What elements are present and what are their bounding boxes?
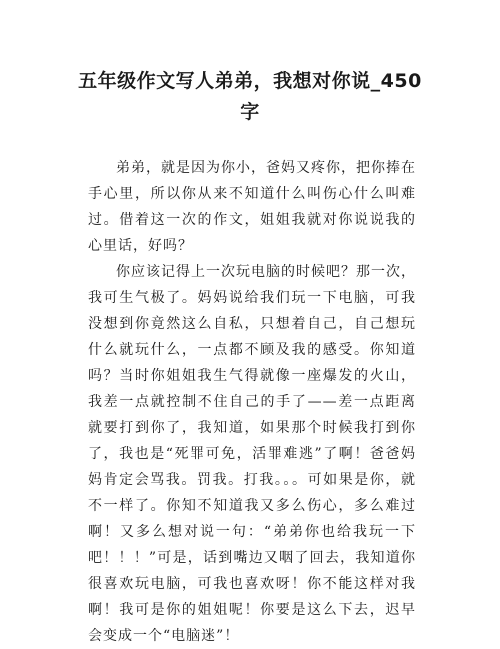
document-title: 五年级作文写人弟弟，我想对你说_450字: [78, 70, 422, 123]
paragraph: 弟弟，就是因为你小，爸妈又疼你，把你捧在手心里，所以你从来不知道什么叫伤心什么叫难过。借着这一次的作文，姐姐我就对你说说我的心里话，好吗？: [88, 160, 416, 254]
document-body: [88, 155, 416, 649]
paragraph: 你应该记得上一次玩电脑的时候吧？那一次，我可生气极了。妈妈说给我们玩一下电脑，可我没想到你竟然这么自私，只想着自己，自己想玩什么就玩什么，一点都不顾及我的感受。你知道吗？当时你姐姐我生气得就像一座爆发的火山，我差一点就控制不住自己的手了——差一点距离就要打到你了，我知道，如果那个时候我打到你了，我也是“死罪可免，活罪难逃”了啊！爸爸妈妈肯定会骂我。罚我。打我。。。可如果是你，就不一样了。你知不知道我又多么伤心，多么难过啊！又多么想对说一句：“弟弟你也给我玩一下吧！！！”可是，话到嘴边又咽了回去，我知道你很喜欢玩电脑，可我也喜欢呀！你不能这样对我啊！我可是你的姐姐呢！你要是这么下去，迟早会变成一个“电脑迷”！: [88, 264, 416, 644]
